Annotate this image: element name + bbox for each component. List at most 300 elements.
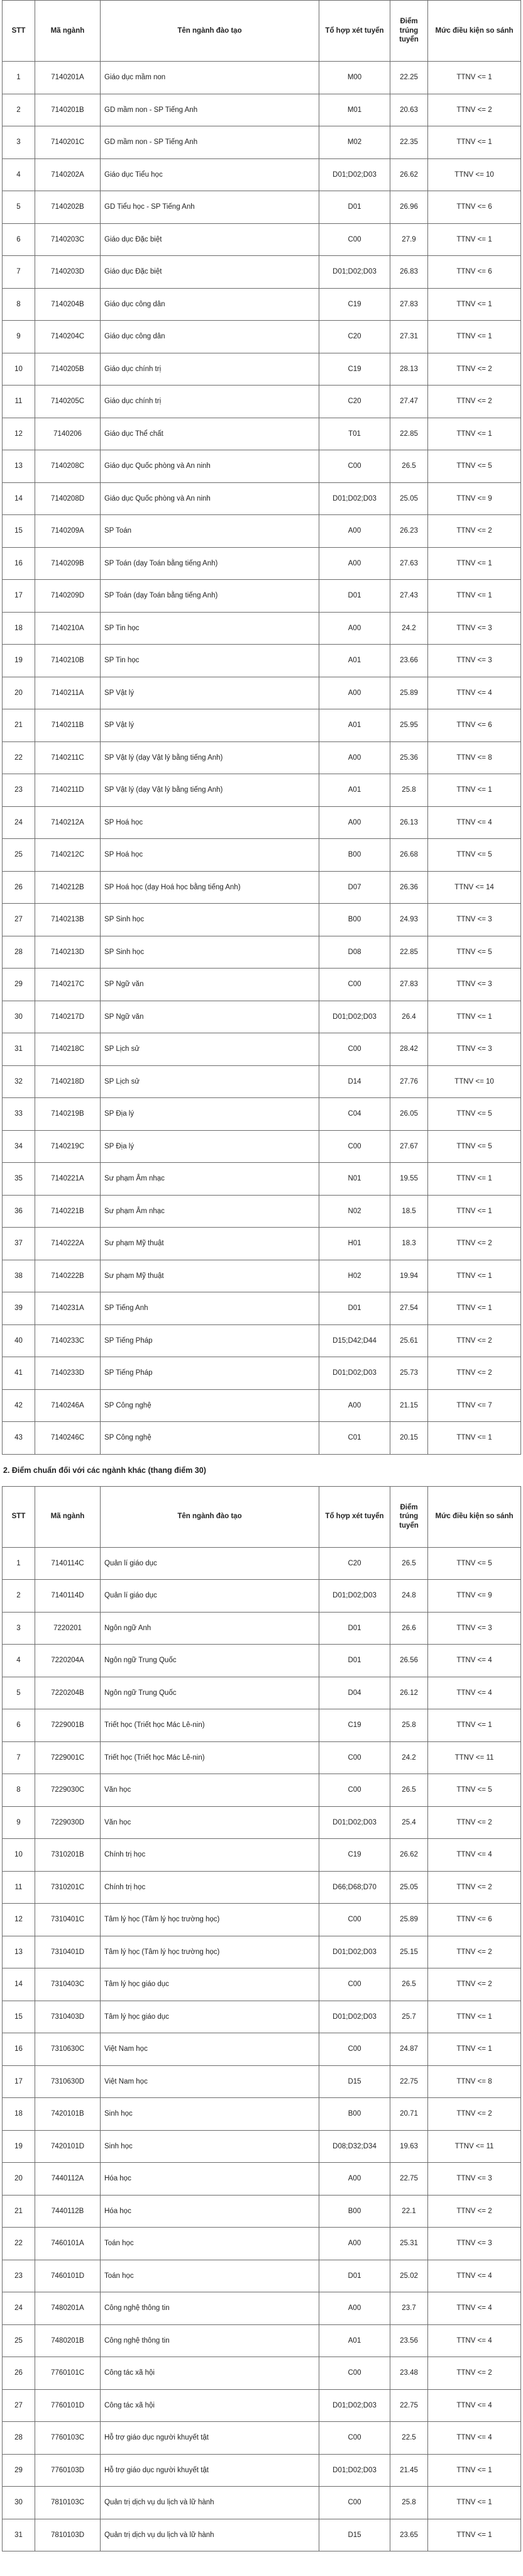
cell-code: 7140221A: [35, 1163, 101, 1196]
cell-score: 28.13: [390, 353, 428, 386]
cell-condition: TTNV <= 2: [428, 1871, 521, 1904]
cell-code: 7140208C: [35, 450, 101, 483]
cell-score: 27.76: [390, 1065, 428, 1098]
cell-major-name: Triết học (Triết học Mác Lê-nin): [101, 1709, 319, 1742]
cell-combination: B00: [319, 2098, 390, 2131]
cell-score: 24.2: [390, 1741, 428, 1774]
cell-major-name: SP Tiếng Pháp: [101, 1357, 319, 1390]
cell-score: 26.62: [390, 1839, 428, 1872]
cell-combination: C00: [319, 2357, 390, 2390]
cell-stt: 19: [3, 645, 35, 677]
cell-condition: TTNV <= 4: [428, 2324, 521, 2357]
cell-major-name: Giáo dục công dân: [101, 288, 319, 321]
cell-code: 7760103D: [35, 2454, 101, 2487]
cell-code: 7420101D: [35, 2130, 101, 2163]
cell-code: 7460101D: [35, 2260, 101, 2292]
cell-stt: 33: [3, 1098, 35, 1131]
table-row: [3, 2454, 521, 2487]
cell-condition: TTNV <= 2: [428, 1228, 521, 1260]
cell-stt: 5: [3, 1677, 35, 1709]
cell-combination: D01: [319, 1645, 390, 1677]
cell-stt: 3: [3, 126, 35, 159]
cell-stt: 7: [3, 256, 35, 289]
cell-combination: A01: [319, 2324, 390, 2357]
cell-stt: 26: [3, 871, 35, 904]
cell-condition: TTNV <= 3: [428, 2228, 521, 2260]
table-row: [3, 1774, 521, 1807]
cell-condition: TTNV <= 1: [428, 1195, 521, 1228]
cell-major-name: SP Ngữ văn: [101, 969, 319, 1001]
cell-condition: TTNV <= 2: [428, 1324, 521, 1357]
cell-code: 7140246A: [35, 1389, 101, 1422]
cell-condition: TTNV <= 2: [428, 2357, 521, 2390]
cell-code: 7480201B: [35, 2324, 101, 2357]
cell-combination: A00: [319, 2292, 390, 2325]
cell-major-name: GD mầm non - SP Tiếng Anh: [101, 126, 319, 159]
cell-combination: A01: [319, 774, 390, 807]
cell-score: 18.3: [390, 1228, 428, 1260]
cell-code: 7140211B: [35, 709, 101, 742]
table-row: [3, 1389, 521, 1422]
cell-stt: 1: [3, 62, 35, 94]
table-header-row: [3, 1, 521, 62]
cell-stt: 17: [3, 2065, 35, 2098]
cell-stt: 24: [3, 806, 35, 839]
cell-code: 7140114D: [35, 1580, 101, 1613]
cell-major-name: Sinh học: [101, 2098, 319, 2131]
cell-code: 7140213B: [35, 904, 101, 936]
cell-condition: TTNV <= 1: [428, 1709, 521, 1742]
cell-condition: TTNV <= 4: [428, 1839, 521, 1872]
cell-major-name: SP Địa lý: [101, 1130, 319, 1163]
cell-combination: A01: [319, 709, 390, 742]
cell-combination: D01: [319, 580, 390, 613]
cell-combination: M01: [319, 94, 390, 126]
cell-condition: TTNV <= 1: [428, 547, 521, 580]
cell-major-name: Giáo dục Thể chất: [101, 418, 319, 450]
cell-major-name: Hỗ trợ giáo dục người khuyết tật: [101, 2454, 319, 2487]
cell-combination: C19: [319, 288, 390, 321]
table-row: [3, 515, 521, 548]
cell-condition: TTNV <= 1: [428, 418, 521, 450]
cell-code: 7140210A: [35, 612, 101, 645]
cell-score: 25.8: [390, 2487, 428, 2519]
cell-code: 7140219C: [35, 1130, 101, 1163]
cell-condition: TTNV <= 5: [428, 450, 521, 483]
cell-condition: TTNV <= 1: [428, 580, 521, 613]
table-row: [3, 1422, 521, 1455]
cell-major-name: Giáo dục Tiểu học: [101, 158, 319, 191]
table-row: [3, 62, 521, 94]
cell-major-name: SP Vật lý: [101, 677, 319, 709]
cell-stt: 27: [3, 904, 35, 936]
cell-code: 7140212C: [35, 839, 101, 872]
cell-combination: C19: [319, 1839, 390, 1872]
cell-combination: C20: [319, 1547, 390, 1580]
table-row: [3, 2228, 521, 2260]
cell-stt: 30: [3, 1001, 35, 1033]
cell-score: 26.13: [390, 806, 428, 839]
cell-stt: 39: [3, 1292, 35, 1325]
cell-condition: TTNV <= 8: [428, 2065, 521, 2098]
cell-stt: 24: [3, 2292, 35, 2325]
cell-stt: 13: [3, 450, 35, 483]
cell-stt: 8: [3, 1774, 35, 1807]
table-row: [3, 1871, 521, 1904]
cell-score: 22.5: [390, 2422, 428, 2455]
cell-major-name: Quản trị dịch vụ du lịch và lữ hành: [101, 2519, 319, 2551]
table-row: [3, 2292, 521, 2325]
cell-condition: TTNV <= 6: [428, 709, 521, 742]
cell-score: 25.95: [390, 709, 428, 742]
header-stt: STT: [3, 1486, 35, 1547]
cell-score: 24.2: [390, 612, 428, 645]
cell-condition: TTNV <= 3: [428, 2163, 521, 2196]
cell-combination: D01;D02;D03: [319, 2001, 390, 2033]
cell-score: 26.96: [390, 191, 428, 224]
table-row: [3, 353, 521, 386]
cell-code: 7310201C: [35, 1871, 101, 1904]
cell-condition: TTNV <= 4: [428, 1677, 521, 1709]
table-row: [3, 386, 521, 418]
cell-stt: 4: [3, 1645, 35, 1677]
cell-combination: A00: [319, 515, 390, 548]
table-row: [3, 2389, 521, 2422]
cell-score: 26.5: [390, 1547, 428, 1580]
cell-combination: D01: [319, 1612, 390, 1645]
table-row: [3, 936, 521, 969]
cell-code: 7140203D: [35, 256, 101, 289]
cell-major-name: Ngôn ngữ Anh: [101, 1612, 319, 1645]
cell-code: 7140201C: [35, 126, 101, 159]
table-row: [3, 1163, 521, 1196]
cell-code: 7140209B: [35, 547, 101, 580]
cell-major-name: Việt Nam học: [101, 2033, 319, 2066]
cell-condition: TTNV <= 10: [428, 1065, 521, 1098]
cell-code: 7140208D: [35, 482, 101, 515]
table-row: [3, 839, 521, 872]
cell-stt: 22: [3, 2228, 35, 2260]
cell-condition: TTNV <= 2: [428, 386, 521, 418]
cell-major-name: SP Công nghệ: [101, 1389, 319, 1422]
cell-stt: 8: [3, 288, 35, 321]
table-row: [3, 1195, 521, 1228]
table-row: [3, 709, 521, 742]
cell-code: 7310403D: [35, 2001, 101, 2033]
cell-major-name: Quản trị dịch vụ du lịch và lữ hành: [101, 2487, 319, 2519]
cell-combination: A01: [319, 645, 390, 677]
cell-condition: TTNV <= 5: [428, 839, 521, 872]
cell-condition: TTNV <= 1: [428, 1001, 521, 1033]
cell-major-name: Ngôn ngữ Trung Quốc: [101, 1645, 319, 1677]
cell-score: 19.63: [390, 2130, 428, 2163]
cell-condition: TTNV <= 1: [428, 1292, 521, 1325]
cell-code: 7310403C: [35, 1968, 101, 2001]
cell-score: 21.15: [390, 1389, 428, 1422]
cell-major-name: Chính trị học: [101, 1839, 319, 1872]
cell-combination: C00: [319, 2422, 390, 2455]
cell-stt: 16: [3, 2033, 35, 2066]
cell-major-name: Sư phạm Mỹ thuật: [101, 1228, 319, 1260]
cell-condition: TTNV <= 4: [428, 1645, 521, 1677]
cell-code: 7310201B: [35, 1839, 101, 1872]
cell-combination: D01;D02;D03: [319, 2454, 390, 2487]
cell-score: 26.68: [390, 839, 428, 872]
cell-combination: C19: [319, 353, 390, 386]
table-row: [3, 2487, 521, 2519]
cell-stt: 26: [3, 2357, 35, 2390]
cell-score: 22.75: [390, 2065, 428, 2098]
cell-score: 27.9: [390, 223, 428, 256]
cell-score: 23.66: [390, 645, 428, 677]
cell-major-name: SP Tiếng Pháp: [101, 1324, 319, 1357]
cell-major-name: Toán học: [101, 2260, 319, 2292]
cell-condition: TTNV <= 3: [428, 612, 521, 645]
table-row: [3, 645, 521, 677]
cell-combination: B00: [319, 904, 390, 936]
table-row: [3, 450, 521, 483]
cell-stt: 21: [3, 2195, 35, 2228]
cell-major-name: Quản lí giáo dục: [101, 1547, 319, 1580]
table-row: [3, 1547, 521, 1580]
cell-major-name: GD mầm non - SP Tiếng Anh: [101, 94, 319, 126]
cell-score: 25.15: [390, 1936, 428, 1968]
table-row: [3, 2195, 521, 2228]
cell-score: 26.05: [390, 1098, 428, 1131]
cell-stt: 14: [3, 1968, 35, 2001]
cell-major-name: Giáo dục Quốc phòng và An ninh: [101, 482, 319, 515]
cell-combination: C00: [319, 1968, 390, 2001]
cell-stt: 29: [3, 969, 35, 1001]
cell-condition: TTNV <= 4: [428, 2389, 521, 2422]
cell-score: 24.93: [390, 904, 428, 936]
cell-major-name: Triết học (Triết học Mác Lê-nin): [101, 1741, 319, 1774]
cell-score: 26.36: [390, 871, 428, 904]
cell-condition: TTNV <= 2: [428, 1936, 521, 1968]
header-combination: Tổ hợp xét tuyển: [319, 1, 390, 62]
cell-code: 7480201A: [35, 2292, 101, 2325]
table-row: [3, 1098, 521, 1131]
cell-major-name: SP Lịch sử: [101, 1033, 319, 1066]
cell-code: 7810103D: [35, 2519, 101, 2551]
cell-combination: C00: [319, 2033, 390, 2066]
cell-condition: TTNV <= 1: [428, 2519, 521, 2551]
cell-code: 7140212A: [35, 806, 101, 839]
cell-condition: TTNV <= 9: [428, 1580, 521, 1613]
cell-stt: 20: [3, 677, 35, 709]
table-row: [3, 1741, 521, 1774]
cell-code: 7140205C: [35, 386, 101, 418]
cell-code: 7310401D: [35, 1936, 101, 1968]
cell-code: 7440112B: [35, 2195, 101, 2228]
cell-code: 7140217C: [35, 969, 101, 1001]
table-row: [3, 1968, 521, 2001]
cell-condition: TTNV <= 3: [428, 969, 521, 1001]
table-row: [3, 256, 521, 289]
cell-score: 19.55: [390, 1163, 428, 1196]
table-row: [3, 418, 521, 450]
cell-score: 23.7: [390, 2292, 428, 2325]
cell-score: 25.89: [390, 1904, 428, 1936]
cell-score: 18.5: [390, 1195, 428, 1228]
cell-stt: 15: [3, 515, 35, 548]
cell-condition: TTNV <= 2: [428, 515, 521, 548]
table-row: [3, 1612, 521, 1645]
table-row: [3, 2001, 521, 2033]
cell-major-name: Công nghệ thông tin: [101, 2324, 319, 2357]
cell-code: 7140211C: [35, 741, 101, 774]
cell-combination: D01;D02;D03: [319, 2389, 390, 2422]
cell-combination: N01: [319, 1163, 390, 1196]
cell-score: 26.12: [390, 1677, 428, 1709]
cell-stt: 38: [3, 1260, 35, 1292]
cell-condition: TTNV <= 11: [428, 2130, 521, 2163]
cell-code: 7220204B: [35, 1677, 101, 1709]
header-major-name: Tên ngành đào tạo: [101, 1, 319, 62]
cell-stt: 12: [3, 1904, 35, 1936]
table-row: [3, 482, 521, 515]
cell-combination: D04: [319, 1677, 390, 1709]
cell-code: 7140204C: [35, 321, 101, 353]
cell-stt: 25: [3, 839, 35, 872]
cell-stt: 9: [3, 1806, 35, 1839]
cell-score: 25.05: [390, 1871, 428, 1904]
cell-combination: D01;D02;D03: [319, 482, 390, 515]
cell-major-name: Hỗ trợ giáo dục người khuyết tật: [101, 2422, 319, 2455]
cell-score: 23.56: [390, 2324, 428, 2357]
cell-major-name: Tâm lý học (Tâm lý học trường học): [101, 1936, 319, 1968]
section-title: 2. Điểm chuẩn đối với các ngành khác (thang điểm 30): [3, 1465, 206, 1475]
table-row: [3, 288, 521, 321]
cell-major-name: Giáo dục Quốc phòng và An ninh: [101, 450, 319, 483]
cell-major-name: SP Toán (dạy Toán bằng tiếng Anh): [101, 580, 319, 613]
cell-code: 7140210B: [35, 645, 101, 677]
cell-stt: 31: [3, 1033, 35, 1066]
cell-major-name: Công tác xã hội: [101, 2389, 319, 2422]
cell-stt: 10: [3, 353, 35, 386]
cell-condition: TTNV <= 4: [428, 677, 521, 709]
cell-combination: D08: [319, 936, 390, 969]
cell-condition: TTNV <= 5: [428, 1774, 521, 1807]
table-row: [3, 223, 521, 256]
cell-score: 24.8: [390, 1580, 428, 1613]
cell-combination: N02: [319, 1195, 390, 1228]
cell-major-name: SP Ngữ văn: [101, 1001, 319, 1033]
cell-combination: C00: [319, 1904, 390, 1936]
cell-score: 25.7: [390, 2001, 428, 2033]
cell-combination: C20: [319, 386, 390, 418]
cell-stt: 31: [3, 2519, 35, 2551]
table-row: [3, 1260, 521, 1292]
cell-score: 20.63: [390, 94, 428, 126]
cell-score: 26.23: [390, 515, 428, 548]
cell-score: 25.36: [390, 741, 428, 774]
cell-score: 20.15: [390, 1422, 428, 1455]
cell-combination: C00: [319, 1741, 390, 1774]
cell-major-name: SP Tiếng Anh: [101, 1292, 319, 1325]
cell-score: 23.48: [390, 2357, 428, 2390]
cell-score: 25.05: [390, 482, 428, 515]
cell-code: 7140201B: [35, 94, 101, 126]
table-body: [3, 1547, 521, 2551]
table-row: [3, 1228, 521, 1260]
cell-code: 7140213D: [35, 936, 101, 969]
cell-condition: TTNV <= 1: [428, 321, 521, 353]
cell-combination: A00: [319, 2228, 390, 2260]
cell-stt: 7: [3, 1741, 35, 1774]
cell-stt: 27: [3, 2389, 35, 2422]
cell-code: 7420101B: [35, 2098, 101, 2131]
cell-code: 7140205B: [35, 353, 101, 386]
header-code: Mã ngành: [35, 1486, 101, 1547]
cell-major-name: Sư phạm Âm nhạc: [101, 1163, 319, 1196]
cell-major-name: Công tác xã hội: [101, 2357, 319, 2390]
cell-stt: 6: [3, 1709, 35, 1742]
cell-combination: D01;D02;D03: [319, 1806, 390, 1839]
table-row: [3, 126, 521, 159]
cell-score: 22.75: [390, 2389, 428, 2422]
cell-major-name: Văn học: [101, 1806, 319, 1839]
cell-stt: 23: [3, 2260, 35, 2292]
cell-stt: 16: [3, 547, 35, 580]
cell-combination: H02: [319, 1260, 390, 1292]
table-row: [3, 2098, 521, 2131]
table-row: [3, 94, 521, 126]
cell-code: 7140222A: [35, 1228, 101, 1260]
cell-condition: TTNV <= 1: [428, 2454, 521, 2487]
cell-combination: C00: [319, 1130, 390, 1163]
cell-condition: TTNV <= 1: [428, 288, 521, 321]
cell-condition: TTNV <= 3: [428, 904, 521, 936]
cell-major-name: SP Tin học: [101, 612, 319, 645]
cell-code: 7760101D: [35, 2389, 101, 2422]
cell-condition: TTNV <= 5: [428, 1547, 521, 1580]
cell-code: 7229001B: [35, 1709, 101, 1742]
cell-stt: 10: [3, 1839, 35, 1872]
table-row: [3, 1645, 521, 1677]
cell-code: 7140233D: [35, 1357, 101, 1390]
cell-major-name: Toán học: [101, 2228, 319, 2260]
cell-score: 25.89: [390, 677, 428, 709]
cell-combination: A00: [319, 741, 390, 774]
cell-major-name: SP Công nghệ: [101, 1422, 319, 1455]
header-condition: Mức điều kiện so sánh: [428, 1486, 521, 1547]
cell-major-name: SP Toán (dạy Toán bằng tiếng Anh): [101, 547, 319, 580]
cell-condition: TTNV <= 1: [428, 126, 521, 159]
cell-combination: A00: [319, 1389, 390, 1422]
cell-condition: TTNV <= 4: [428, 806, 521, 839]
cell-score: 27.47: [390, 386, 428, 418]
cell-major-name: Hóa học: [101, 2195, 319, 2228]
header-major-name: Tên ngành đào tạo: [101, 1486, 319, 1547]
cell-combination: T01: [319, 418, 390, 450]
cell-stt: 29: [3, 2454, 35, 2487]
cell-stt: 9: [3, 321, 35, 353]
cell-code: 7140222B: [35, 1260, 101, 1292]
cell-combination: C00: [319, 450, 390, 483]
cell-code: 7140202B: [35, 191, 101, 224]
cell-major-name: SP Toán: [101, 515, 319, 548]
cell-condition: TTNV <= 6: [428, 256, 521, 289]
table-row: [3, 1677, 521, 1709]
cell-score: 27.83: [390, 288, 428, 321]
cell-code: 7310401C: [35, 1904, 101, 1936]
cell-score: 27.63: [390, 547, 428, 580]
cell-stt: 15: [3, 2001, 35, 2033]
cell-condition: TTNV <= 1: [428, 2033, 521, 2066]
cell-condition: TTNV <= 3: [428, 1612, 521, 1645]
cell-major-name: SP Hoá học: [101, 839, 319, 872]
